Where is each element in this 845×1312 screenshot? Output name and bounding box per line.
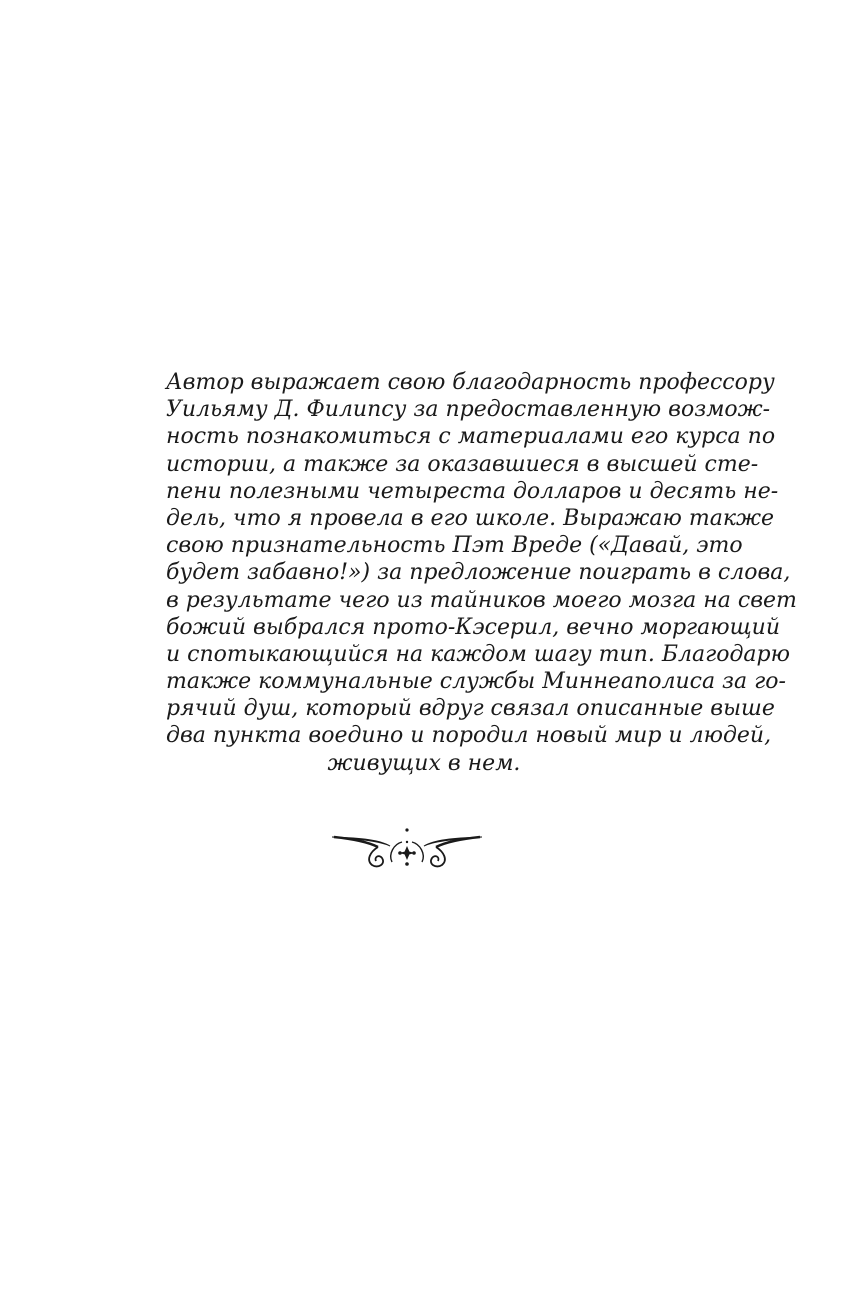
text-line-11: и спотыкающийся на каждом шагу тип. Благодарю xyxy=(166,641,791,667)
text-line-5: пени полезными четыреста долларов и десять не- xyxy=(166,478,779,504)
text-line-7: свою признательность Пэт Вреде («Давай, это xyxy=(166,533,743,559)
text-line-3: ность познакомиться с материалами его курса по xyxy=(166,424,776,450)
text-line-15: живущих в нем. xyxy=(327,750,521,776)
text-line-13: рячий душ, который вдруг связал описанные выше xyxy=(166,696,775,722)
text-line-9: в результате чего из тайников моего мозга на свет xyxy=(166,587,797,613)
text-line-2: Уильяму Д. Филипсу за предоставленную возмож- xyxy=(166,397,771,423)
text-line-6: дель, что я провела в его школе. Выражаю также xyxy=(166,505,775,531)
text-line-10: божий выбрался прото-Кэсерил, вечно моргающий xyxy=(166,614,780,640)
text-line-12: также коммунальные службы Миннеаполиса за го- xyxy=(166,669,786,695)
text-line-1: Автор выражает свою благодарность профессору xyxy=(166,370,775,395)
acknowledgment-paragraph xyxy=(166,369,797,777)
text-line-4: истории, а также за оказавшиеся в высшей сте- xyxy=(166,451,759,477)
text-line-14: два пункта воедино и породил новый мир и людей, xyxy=(166,723,772,749)
fleuron-ornament-icon xyxy=(332,826,482,874)
text-line-8: будет забавно!») за предложение поиграть в слова, xyxy=(166,560,791,586)
